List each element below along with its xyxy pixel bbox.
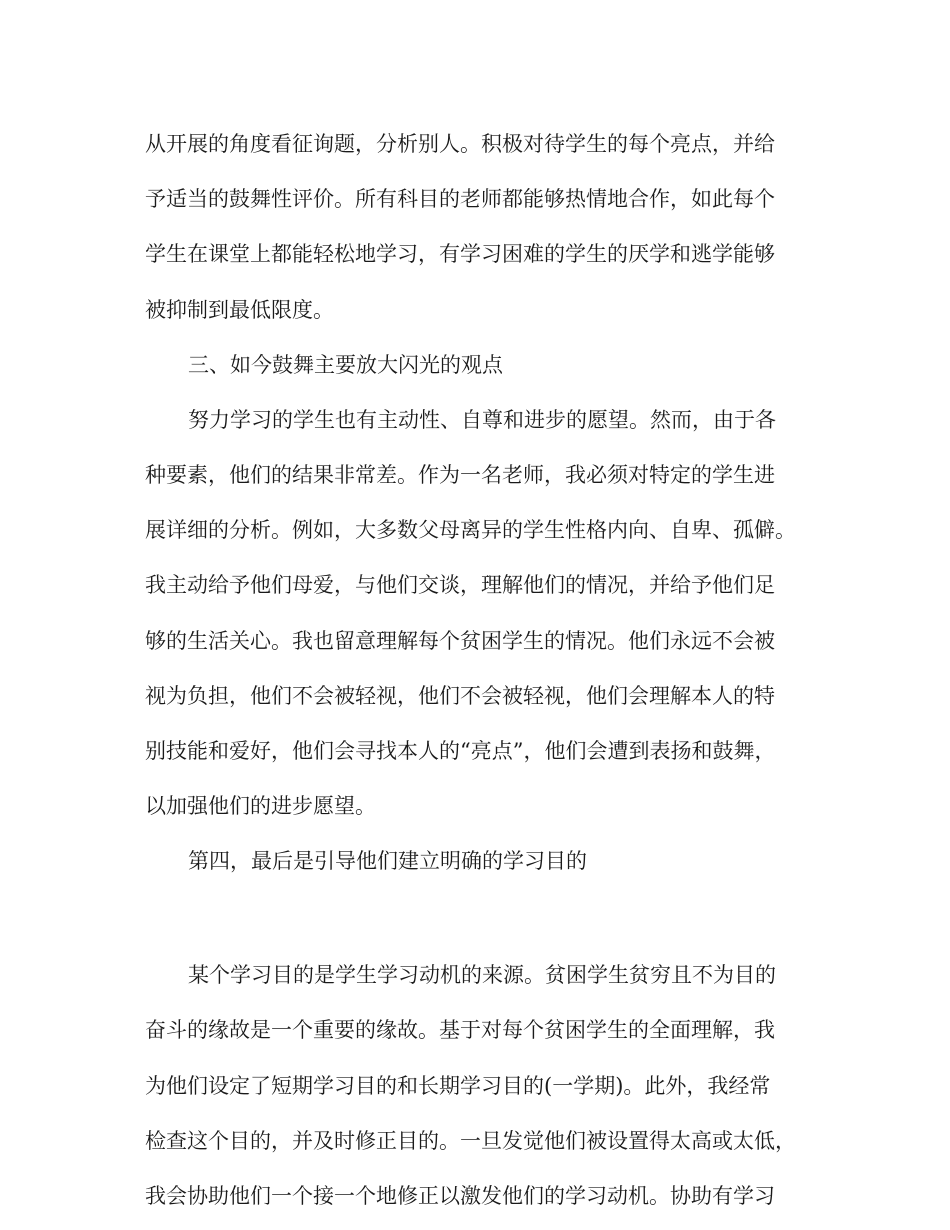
section-heading: 三、如今鼓舞主要放大闪光的观点 — [188, 352, 503, 377]
paragraph-line: 以加强他们的进步愿望。 — [145, 794, 376, 819]
paragraph-line: 够的生活关心。我也留意理解每个贫困学生的情况。他们永远不会被 — [145, 628, 775, 653]
paragraph-line: 被抑制到最低限度。 — [145, 297, 334, 322]
paragraph-line: 展详细的分析。例如，大多数父母离异的学生性格内向、自卑、孤僻。 — [145, 518, 796, 543]
paragraph-line: 种要素，他们的结果非常差。作为一名老师，我必须对特定的学生进 — [145, 463, 775, 487]
paragraph-line: 奋斗的缘故是一个重要的缘故。基于对每个贫困学生的全面理解，我 — [145, 1018, 775, 1043]
paragraph-line: 别技能和爱好，他们会寻找本人的“亮点”，他们会遭到表扬和鼓舞， — [145, 738, 776, 763]
paragraph-line: 我主动给予他们母爱，与他们交谈，理解他们的情况，并给予他们足 — [145, 573, 775, 598]
paragraph-line: 予适当的鼓舞性评价。所有科目的老师都能够热情地合作，如此每个 — [145, 187, 775, 212]
paragraph-line: 我会协助他们一个接一个地修正以激发他们的学习动机。协助有学习 — [145, 1184, 775, 1208]
paragraph-line: 检查这个目的，并及时修正目的。一旦发觉他们被设置得太高或太低， — [145, 1128, 796, 1153]
paragraph-line: 视为负担，他们不会被轻视，他们不会被轻视，他们会理解本人的特 — [145, 683, 775, 708]
paragraph-line: 某个学习目的是学生学习动机的来源。贫困学生贫穷且不为目的 — [188, 963, 776, 988]
paragraph-line: 努力学习的学生也有主动性、自尊和进步的愿望。然而，由于各 — [188, 407, 776, 432]
paragraph-line: 从开展的角度看征询题，分析别人。积极对待学生的每个亮点，并给 — [145, 132, 775, 156]
paragraph-line: 学生在课堂上都能轻松地学习，有学习困难的学生的厌学和逃学能够 — [145, 242, 775, 267]
section-heading: 第四，最后是引导他们建立明确的学习目的 — [188, 849, 587, 874]
paragraph-line: 为他们设定了短期学习目的和长期学习目的(一学期)。此外，我经常 — [145, 1073, 771, 1098]
